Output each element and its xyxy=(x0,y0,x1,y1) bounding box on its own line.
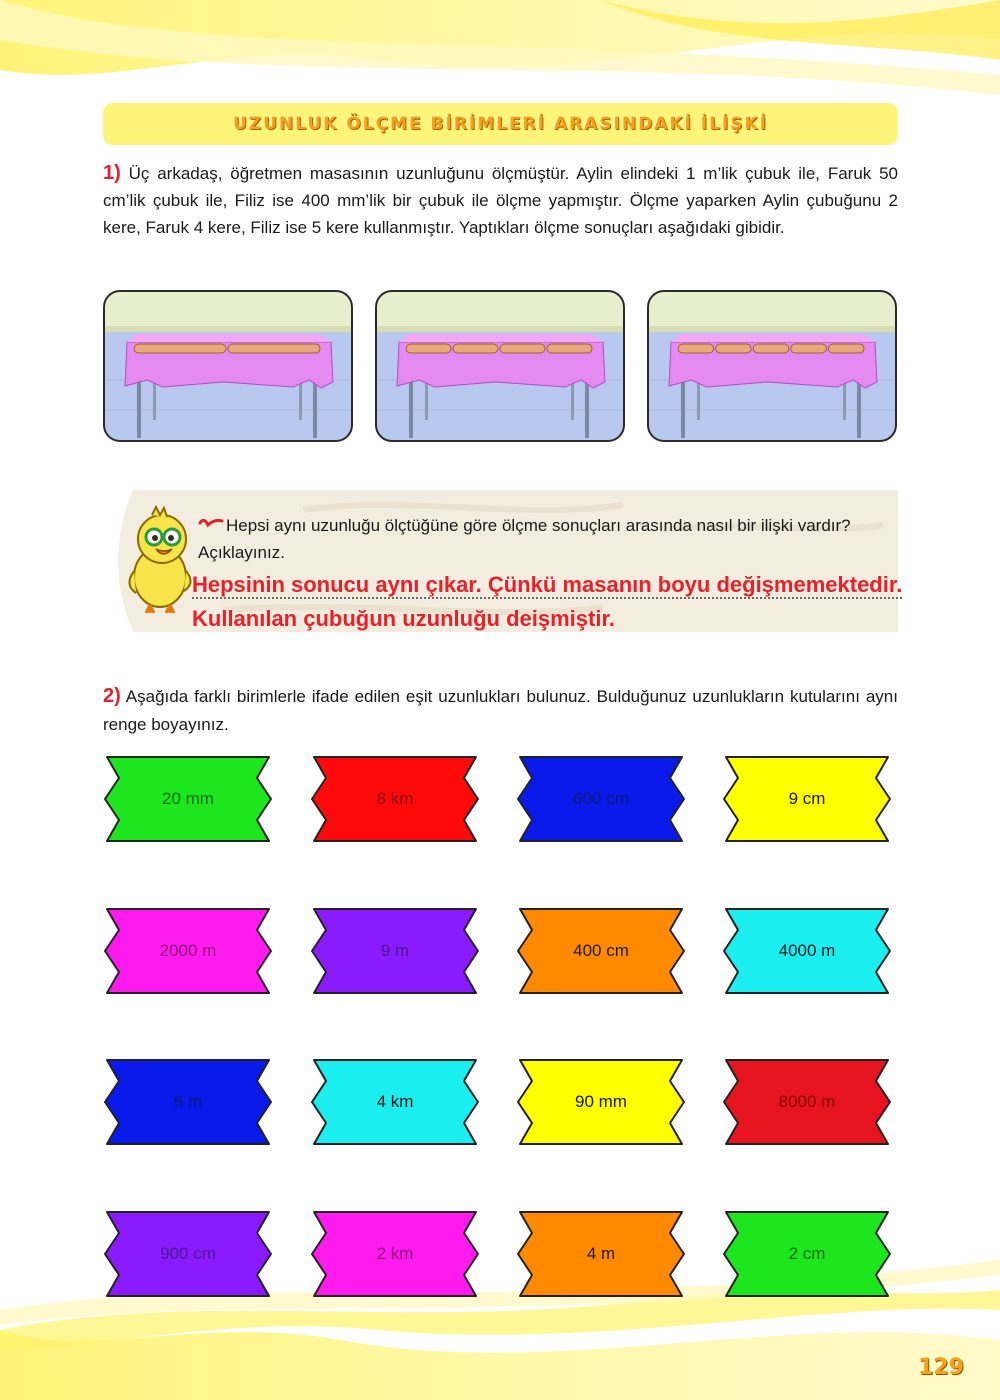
question-1-text: Üç arkadaş, öğretmen masasının uzunluğunu ölçmüştür. Aylin elindeki 1 m’lik çubuk ile, Faruk 50 cm’lik çubuk ile, Filiz ise 400 mm’lik bir çubuk ile ölçme yapmıştır. Ölçme yaparken Aylin çubuğunu 2 kere, Faruk 4 kere, Filiz ise 5 kere kullanmıştır. Yaptıkları ölçme sonuçları aşağıdaki gibidir. xyxy=(103,164,898,237)
note-question-text: Hepsi aynı uzunluğu ölçtüğüne göre ölçme sonuçları arasında nasıl bir ilişki vardır? Açıklayınız. xyxy=(198,516,851,562)
table-illustration xyxy=(375,290,625,442)
length-tag[interactable] xyxy=(103,1058,273,1146)
table-scene-faruk xyxy=(375,290,625,442)
length-tag-label: 9 m xyxy=(380,941,410,960)
measuring-stick xyxy=(134,344,226,353)
length-tag-label: 4000 m xyxy=(778,941,836,960)
measuring-stick xyxy=(453,344,498,353)
section-title: UZUNLUK ÖLÇME BİRİMLERİ ARASINDAKİ İLİŞKİ xyxy=(233,114,768,134)
length-tag[interactable] xyxy=(516,907,686,995)
length-tag[interactable] xyxy=(722,755,892,843)
measuring-stick xyxy=(753,344,789,353)
length-tag[interactable] xyxy=(516,755,686,843)
question-1-number: 1) xyxy=(103,162,121,184)
measuring-stick xyxy=(228,344,320,353)
measuring-stick xyxy=(716,344,752,353)
length-tag-label: 20 mm xyxy=(162,789,214,808)
length-tag-label: 4 m xyxy=(586,1244,616,1263)
note-question xyxy=(198,512,878,566)
question-2 xyxy=(103,682,898,739)
length-tag[interactable] xyxy=(103,1210,273,1298)
question-2-number: 2) xyxy=(103,685,121,707)
measuring-stick xyxy=(791,344,827,353)
length-tag[interactable] xyxy=(310,755,480,843)
length-tag[interactable] xyxy=(722,1210,892,1298)
table-scene-aylin xyxy=(103,290,353,442)
question-1 xyxy=(103,160,898,241)
measuring-stick xyxy=(406,344,451,353)
length-tag-label: 4 km xyxy=(376,1092,414,1111)
measuring-stick xyxy=(500,344,545,353)
measuring-stick xyxy=(678,344,714,353)
section-banner xyxy=(103,103,898,145)
table-illustration xyxy=(647,290,897,442)
length-tag-label: 400 cm xyxy=(573,941,629,960)
length-tag[interactable] xyxy=(722,1058,892,1146)
length-tag-label: 2000 m xyxy=(159,941,217,960)
answer-line-2: Kullanılan çubuğun uzunluğu deişmiştir. xyxy=(192,606,615,631)
table-illustration xyxy=(103,290,353,442)
length-tag-label: 90 mm xyxy=(575,1092,627,1111)
length-tag[interactable] xyxy=(103,755,273,843)
length-tag-label: 2 cm xyxy=(788,1244,826,1263)
length-tag[interactable] xyxy=(516,1058,686,1146)
measuring-stick xyxy=(828,344,864,353)
length-tag-label: 2 km xyxy=(376,1244,414,1263)
length-tag[interactable] xyxy=(310,1058,480,1146)
length-tag-label: 900 cm xyxy=(160,1244,216,1263)
question-2-text: Aşağıda farklı birimlerle ifade edilen eşit uzunlukları bulunuz. Bulduğunuz uzunlukların kutularını aynı renge boyayınız. xyxy=(103,687,898,734)
length-tag-label: 8 km xyxy=(376,789,414,808)
length-tag[interactable] xyxy=(103,907,273,995)
answer-line-1: Hepsinin sonucu aynı çıkar. Çünkü masanın boyu değişmemektedir. xyxy=(192,572,903,597)
length-tag-label: 6 m xyxy=(173,1092,203,1111)
measuring-stick xyxy=(547,344,592,353)
length-tag[interactable] xyxy=(310,1210,480,1298)
length-tag[interactable] xyxy=(310,907,480,995)
handwritten-answer xyxy=(192,568,992,636)
chick-mascot-icon xyxy=(122,505,198,615)
length-tag-label: 9 cm xyxy=(788,789,826,808)
length-tag-label: 8000 m xyxy=(778,1092,836,1111)
page-number: 129 xyxy=(918,1355,964,1380)
table-scene-filiz xyxy=(647,290,897,442)
length-tag[interactable] xyxy=(722,907,892,995)
length-tag[interactable] xyxy=(516,1210,686,1298)
length-tag-label: 600 cm xyxy=(573,789,629,808)
